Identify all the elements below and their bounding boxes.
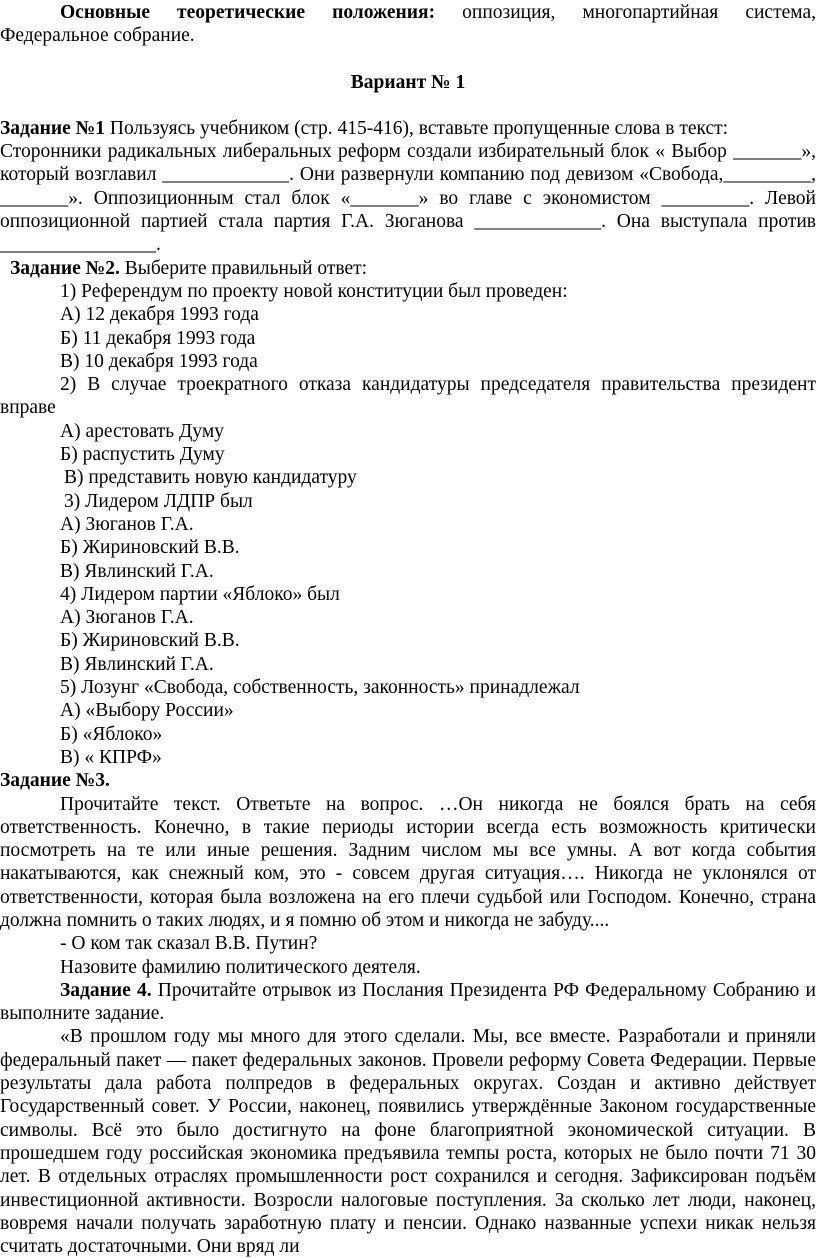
task3-body: Прочитайте текст. Ответьте на вопрос. …Он никогда не боялся брать на себя ответственность. Конечно, в такие периоды истории всегда есть возможность критически посмотреть на те или иные решения. Задним числом мы все умны. А вот когда события накатываются, как снежный ком, это - совсем другая ситуация…. Никогда не уклонялся от ответственности, которая была возложена на его плечи судьбой или Господом. Конечно, страна должна помнить о таких людях, и я помню об этом и никогда не забуду....: [0, 793, 816, 931]
task1-heading: [0, 117, 816, 140]
task4-body: «В прошлом году мы много для этого сделали. Мы, все вместе. Разработали и приняли федеральный пакет — пакет федеральных законов. Провели реформу Совета Федерации. Первые результаты дала работа полпредов в федеральных округах. Создан и активно действует Государственный совет. У России, наконец, появились утверждённые Законом государственные символы. Всё это было достигнуто на фоне благоприятной экономической ситуации. В прошедшем году российская экономика предъявила темпы роста, которых не было почти 71 30 лет. В отдельных отраслях промышленности рост сохранился и сегодня. Зафиксирован подъём инвестиционной активности. Возросли налоговые поступления. За сколько лет люди, наконец, вовремя начали получать заработную плату и пенсии. Однако названные успехи никак нельзя считать достаточными. Они вряд ли: [0, 1026, 816, 1258]
task2-q3-option-c: В) Явлинский Г.А.: [60, 560, 214, 582]
task2-q4-option-c: В) Явлинский Г.А.: [60, 653, 214, 675]
theory-header: [0, 1, 816, 48]
variant-label: Вариант № 1: [350, 71, 466, 93]
task3-question: - О ком так сказал В.В. Путин?: [60, 933, 318, 955]
task4-title: Задание 4.: [60, 979, 152, 1001]
task3-heading: [0, 769, 816, 792]
spacer: [0, 94, 816, 117]
task2-q3-option-a: А) Зюганов Г.А.: [60, 513, 194, 535]
task2-q5-option-a: А) «Выбору России»: [60, 700, 234, 722]
task2-q1-option-c: В) 10 декабря 1993 года: [60, 350, 258, 372]
task2-q4-option-b: Б) Жириновский В.В.: [60, 630, 240, 652]
task2-q2-option-c: В) представить новую кандидатуру: [64, 467, 357, 489]
task2-q5-option-b: Б) «Яблоко»: [60, 723, 163, 745]
task3-title: Задание №3.: [0, 770, 110, 792]
task1-intro: Пользуясь учебником (стр. 415-416), вставьте пропущенные слова в текст:: [105, 117, 729, 139]
task1-body: Сторонники радикальных либеральных реформ создали избирательный блок « Выбор _______», который возглавил _____________. Они развернули компанию под девизом «Свобода,_________, _______». Оппозиционным стал блок «_______» во главе с экономистом _________. Левой оппозиционной партией стала партия Г.А. Зюганова _____________. Она выступала против ________________.: [0, 141, 816, 256]
task4-intro: Прочитайте отрывок из Послания Президента РФ Федеральному Собранию и выполните задание.: [0, 979, 816, 1025]
theory-text: оппозиция, многопартийная система, Федеральное собрание.: [0, 2, 816, 47]
task2-q3-option-b: Б) Жириновский В.В.: [60, 537, 240, 559]
variant-title: [0, 71, 816, 94]
task3-instruction: Назовите фамилию политического деятеля.: [60, 956, 421, 978]
task2-question-3: 3) Лидером ЛДПР был: [64, 490, 253, 512]
task2-q2-option-b: Б) распустить Думу: [60, 444, 225, 466]
task2-question-2: 2) В случае троекратного отказа кандидатуры председателя правительства президент вправе: [0, 374, 816, 419]
task2-q5-option-c: В) « КПРФ»: [60, 746, 162, 768]
task2-q1-option-a: А) 12 декабря 1993 года: [60, 304, 259, 326]
task2-intro: Выберите правильный ответ:: [119, 257, 368, 279]
task2-title: Задание №2.: [10, 257, 120, 279]
task2-q4-option-a: А) Зюганов Г.А.: [60, 607, 194, 629]
task2-q1-option-b: Б) 11 декабря 1993 года: [60, 327, 256, 349]
task2-question-4: 4) Лидером партии «Яблоко» был: [60, 583, 340, 605]
task2-heading: [0, 257, 816, 280]
task2-q2-option-a: А) арестовать Думу: [60, 420, 224, 442]
task2-question-5: 5) Лозунг «Свобода, собственность, законность» принадлежал: [60, 677, 580, 699]
task4-heading: [0, 979, 816, 1026]
theory-label: Основные теоретические положения:: [60, 2, 436, 23]
task2-question-1: 1) Референдум по проекту новой конституции был проведен:: [60, 280, 568, 302]
task1-title: Задание №1: [0, 117, 106, 139]
